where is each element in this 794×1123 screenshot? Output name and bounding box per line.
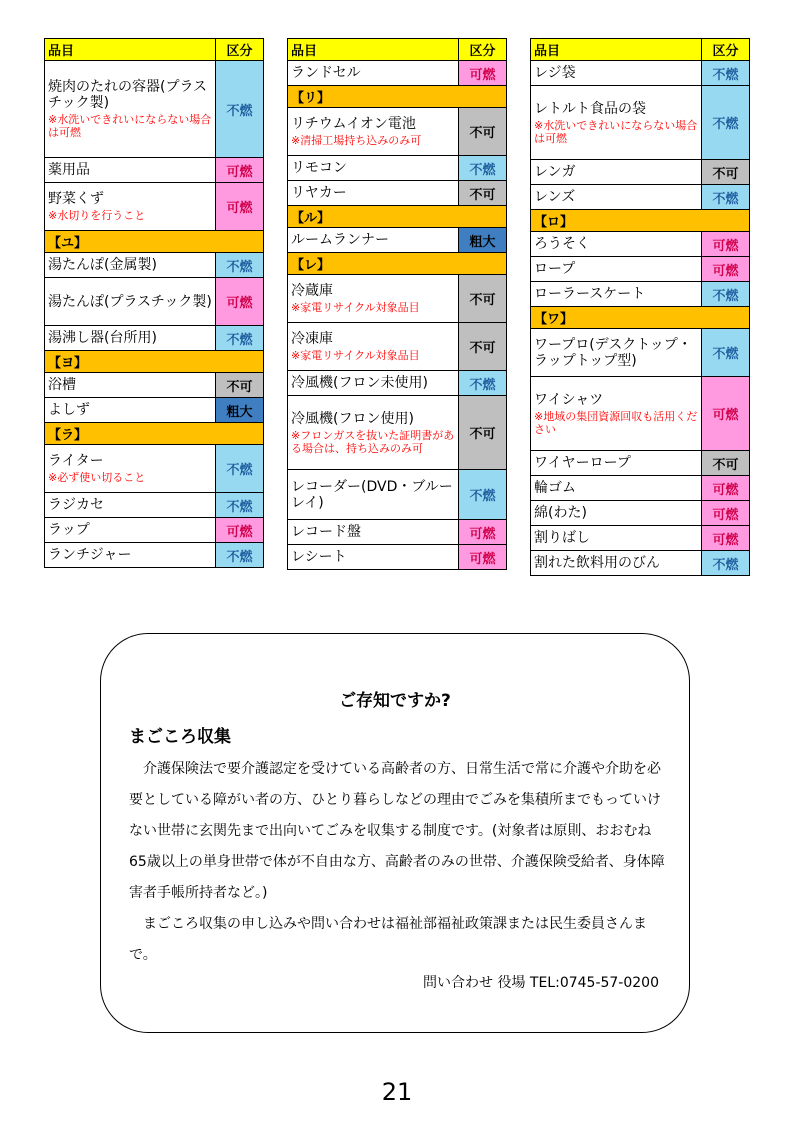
category-badge: 可燃	[459, 520, 507, 545]
category-badge: 不燃	[216, 253, 264, 278]
item-name: レシート	[291, 549, 347, 565]
category-badge: 不可	[459, 181, 507, 206]
item-name: リモコン	[291, 160, 347, 176]
item-cell	[45, 326, 216, 351]
table-row	[288, 181, 507, 206]
section-label: 【ユ】	[45, 231, 264, 253]
item-name: レトルト食品の袋	[534, 100, 646, 117]
category-badge: 可燃	[459, 545, 507, 570]
item-name: レコード盤	[291, 524, 361, 540]
item-cell	[45, 445, 216, 493]
table-row	[531, 86, 750, 160]
item-name: ワイヤーロープ	[534, 455, 631, 471]
category-badge: 可燃	[216, 183, 264, 231]
category-badge: 不可	[459, 108, 507, 156]
item-cell	[45, 61, 216, 158]
section-label: 【ラ】	[45, 423, 264, 445]
category-badge: 不燃	[702, 329, 750, 377]
item-name: 冷蔵庫	[291, 283, 333, 299]
page-number: 21	[381, 1078, 413, 1106]
item-name: ワープロ(デスクトップ・ラップトップ型)	[534, 336, 692, 369]
item-name: 冷凍庫	[291, 331, 333, 347]
item-name: 冷風機(フロン未使用)	[291, 375, 428, 391]
category-badge: 可燃	[702, 526, 750, 551]
category-badge: 不燃	[702, 551, 750, 576]
item-cell	[531, 451, 702, 476]
table-row	[531, 282, 750, 307]
header-category: 区分	[702, 39, 750, 61]
header-category: 区分	[459, 39, 507, 61]
item-note: ※清掃工場持ち込みのみ可	[291, 134, 422, 147]
table-row	[45, 493, 264, 518]
category-badge: 不燃	[216, 61, 264, 158]
category-badge: 可燃	[702, 257, 750, 282]
table-row	[45, 518, 264, 543]
item-cell	[45, 493, 216, 518]
table-row	[531, 526, 750, 551]
category-badge: 不燃	[216, 445, 264, 493]
item-cell	[531, 282, 702, 307]
item-name: ラップ	[48, 522, 90, 538]
item-name: レンズ	[534, 189, 576, 205]
info-paragraph-1: 介護保険法で要介護認定を受けている高齢者の方、日常生活で常に介護や介助を必要としている障がい者の方、ひとり暮らしなどの理由でごみを集積所までもっていけない世帯に玄関先まで出向いてごみを収集する制度です。(対象者は原則、おおむね65歳以上の単身世帯で体が不自由な方、高齢者のみの世帯、介護保険受給者、身体障害者手帳所持者など。)	[129, 761, 665, 901]
item-cell	[45, 373, 216, 398]
table-row	[45, 398, 264, 423]
table-row	[288, 61, 507, 86]
table-row	[288, 470, 507, 520]
info-paragraph-2: まごころ収集の申し込みや問い合わせは福祉部福祉政策課または民生委員さんまで。	[129, 916, 647, 963]
item-cell	[531, 476, 702, 501]
section-label: 【ル】	[288, 206, 507, 228]
table-row	[531, 185, 750, 210]
item-name: 浴槽	[48, 377, 76, 393]
item-name: ライター	[48, 453, 104, 469]
table-row	[45, 158, 264, 183]
item-table-right	[530, 38, 750, 576]
item-name: 割れた飲料用のびん	[534, 555, 660, 571]
category-badge: 可燃	[702, 377, 750, 451]
category-badge: 可燃	[702, 476, 750, 501]
category-badge: 不燃	[702, 61, 750, 86]
category-badge: 不燃	[216, 543, 264, 568]
category-badge: 可燃	[459, 61, 507, 86]
table-row	[288, 520, 507, 545]
table-row	[45, 183, 264, 231]
item-table-middle	[287, 38, 507, 570]
item-note: ※水洗いできれいにならない場合は可燃	[48, 113, 212, 139]
table-header	[288, 39, 507, 61]
item-name: レジ袋	[534, 65, 576, 81]
item-cell	[531, 232, 702, 257]
item-name: 綿(わた)	[534, 505, 587, 521]
item-cell	[288, 61, 459, 86]
table-row	[288, 545, 507, 570]
table-header	[531, 39, 750, 61]
item-cell	[531, 377, 702, 451]
category-badge: 不燃	[216, 493, 264, 518]
info-box	[100, 633, 690, 1033]
category-badge: 不可	[459, 275, 507, 323]
section-label: 【レ】	[288, 253, 507, 275]
section-header	[45, 351, 264, 373]
table-row	[288, 156, 507, 181]
info-title: ご存知ですか?	[339, 691, 451, 711]
section-label: 【リ】	[288, 86, 507, 108]
item-cell	[45, 543, 216, 568]
category-badge: 不可	[702, 451, 750, 476]
table-row	[531, 329, 750, 377]
table-row	[45, 445, 264, 493]
item-name: 湯たんぽ(金属製)	[48, 257, 157, 273]
category-badge: 可燃	[216, 518, 264, 543]
item-cell	[531, 61, 702, 86]
section-label: 【ヨ】	[45, 351, 264, 373]
table-row	[288, 323, 507, 371]
category-badge: 粗大	[216, 398, 264, 423]
header-item: 品目	[45, 39, 216, 61]
item-cell	[531, 86, 702, 160]
item-cell	[45, 398, 216, 423]
table-row	[45, 61, 264, 158]
table-row	[45, 373, 264, 398]
item-cell	[531, 501, 702, 526]
item-cell	[288, 323, 459, 371]
item-cell	[45, 518, 216, 543]
item-cell	[531, 526, 702, 551]
category-badge: 可燃	[702, 501, 750, 526]
section-header	[288, 253, 507, 275]
category-badge: 不可	[702, 160, 750, 185]
item-cell	[45, 278, 216, 326]
category-badge: 不可	[459, 396, 507, 470]
item-note: ※水洗いできれいにならない場合は可燃	[534, 118, 698, 145]
table-row	[531, 160, 750, 185]
table-row	[288, 371, 507, 396]
item-name: レンガ	[534, 164, 576, 180]
table-row	[531, 232, 750, 257]
item-note: ※水切りを行うこと	[48, 209, 146, 222]
category-badge: 可燃	[702, 232, 750, 257]
item-name: 冷風機(フロン使用)	[291, 410, 414, 427]
item-cell	[45, 183, 216, 231]
category-badge: 不燃	[702, 86, 750, 160]
header-category: 区分	[216, 39, 264, 61]
item-name: ロープ	[534, 261, 576, 277]
item-name: よしず	[48, 402, 90, 418]
header-item: 品目	[531, 39, 702, 61]
item-name: ローラースケート	[534, 286, 646, 302]
category-badge: 不燃	[216, 326, 264, 351]
item-cell	[45, 158, 216, 183]
section-header	[45, 231, 264, 253]
category-badge: 可燃	[216, 158, 264, 183]
item-name: 湯沸し器(台所用)	[48, 330, 157, 346]
info-contact: 問い合わせ 役場 TEL:0745-57-0200	[423, 975, 659, 991]
table-row	[288, 228, 507, 253]
item-cell	[288, 228, 459, 253]
item-name: リチウムイオン電池	[291, 116, 416, 132]
section-header	[531, 210, 750, 232]
item-table-left	[44, 38, 264, 568]
item-name: 割りばし	[534, 530, 590, 546]
item-name: 薬用品	[48, 162, 90, 178]
item-name: レコーダー(DVD・ブルーレイ)	[291, 478, 453, 511]
item-name: 野菜くず	[48, 191, 104, 207]
item-note: ※フロンガスを抜いた証明書がある場合は、持ち込みのみ可	[291, 428, 455, 455]
section-header	[288, 86, 507, 108]
item-note: ※必ず使い切ること	[48, 471, 146, 484]
item-note: ※地域の集団資源回収も活用ください	[534, 409, 698, 436]
item-name: ランドセル	[291, 65, 361, 81]
item-cell	[531, 257, 702, 282]
table-row	[531, 61, 750, 86]
info-heading: まごころ収集	[129, 727, 231, 747]
item-cell	[288, 520, 459, 545]
table-row	[531, 476, 750, 501]
item-cell	[288, 396, 459, 470]
category-badge: 不燃	[459, 470, 507, 520]
item-cell	[288, 371, 459, 396]
item-cell	[531, 551, 702, 576]
item-cell	[531, 160, 702, 185]
item-cell	[288, 470, 459, 520]
category-badge: 不燃	[459, 156, 507, 181]
section-header	[531, 307, 750, 329]
item-name: ランチジャー	[48, 547, 132, 563]
table-row	[531, 501, 750, 526]
category-badge: 粗大	[459, 228, 507, 253]
item-name: リヤカー	[291, 185, 347, 201]
table-row	[531, 377, 750, 451]
item-name: ルームランナー	[291, 232, 389, 248]
category-badge: 不燃	[702, 282, 750, 307]
item-name: 焼肉のたれの容器(プラスチック製)	[48, 79, 208, 111]
category-badge: 不可	[216, 373, 264, 398]
table-row	[45, 278, 264, 326]
section-label: 【ワ】	[531, 307, 750, 329]
item-note: ※家電リサイクル対象品目	[291, 301, 420, 314]
section-header	[288, 206, 507, 228]
item-cell	[531, 329, 702, 377]
table-row	[531, 257, 750, 282]
item-name: 湯たんぽ(プラスチック製)	[48, 293, 212, 310]
item-cell	[288, 545, 459, 570]
table-row	[531, 551, 750, 576]
item-cell	[45, 253, 216, 278]
category-badge: 不可	[459, 323, 507, 371]
table-row	[45, 253, 264, 278]
section-header	[45, 423, 264, 445]
table-row	[288, 108, 507, 156]
table-header	[45, 39, 264, 61]
item-name: ろうそく	[534, 236, 590, 252]
item-name: 輪ゴム	[534, 480, 576, 496]
table-row	[531, 451, 750, 476]
category-badge: 不燃	[702, 185, 750, 210]
table-row	[45, 326, 264, 351]
item-name: ラジカセ	[48, 497, 104, 513]
item-cell	[288, 156, 459, 181]
table-row	[288, 275, 507, 323]
info-body	[129, 754, 669, 971]
item-note: ※家電リサイクル対象品目	[291, 349, 420, 362]
category-badge: 可燃	[216, 278, 264, 326]
section-label: 【ロ】	[531, 210, 750, 232]
item-cell	[288, 181, 459, 206]
item-cell	[288, 275, 459, 323]
item-name: ワイシャツ	[534, 391, 604, 408]
table-row	[288, 396, 507, 470]
category-badge: 不燃	[459, 371, 507, 396]
item-cell	[288, 108, 459, 156]
header-item: 品目	[288, 39, 459, 61]
table-row	[45, 543, 264, 568]
item-cell	[531, 185, 702, 210]
